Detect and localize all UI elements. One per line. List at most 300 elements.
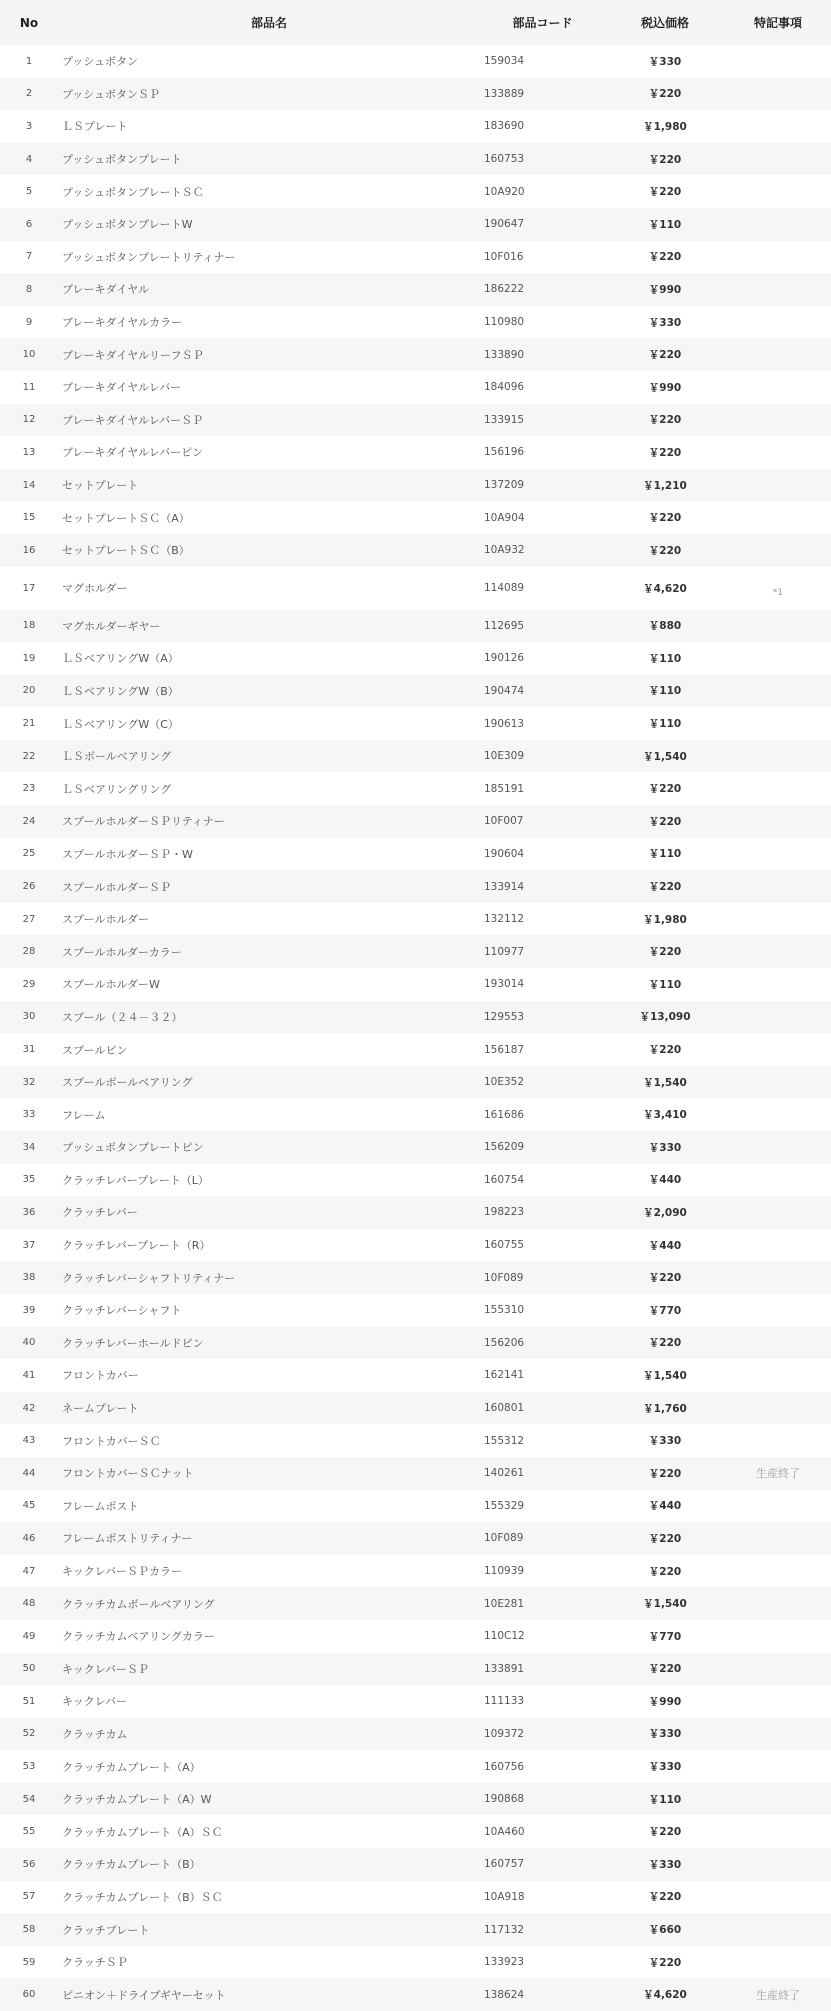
- part-code: 133890: [484, 348, 525, 361]
- note: [725, 143, 831, 176]
- part-name: クラッチカム: [62, 1727, 128, 1741]
- part-name: クラッチカムプレート（A）: [62, 1760, 201, 1774]
- table-row: [0, 642, 831, 675]
- price: ￥4,620: [643, 1989, 687, 2002]
- note: [725, 1229, 831, 1262]
- table-row: [0, 935, 831, 968]
- note: [725, 870, 831, 903]
- part-name: ブレーキダイヤル: [62, 283, 150, 297]
- part-name: キックレバーＳＰカラー: [62, 1565, 183, 1579]
- price: ￥220: [648, 1337, 682, 1350]
- table-row: [0, 1522, 831, 1555]
- part-code: 133915: [484, 413, 525, 426]
- row-number: 8: [25, 283, 33, 295]
- table-row: [0, 740, 831, 773]
- note: [725, 675, 831, 708]
- part-code: 114089: [484, 582, 525, 594]
- price: ￥110: [648, 218, 682, 231]
- part-code: 10A920: [484, 185, 525, 198]
- row-number: 42: [22, 1402, 36, 1414]
- header-price: 税込価格: [640, 16, 689, 30]
- table-row: [0, 1848, 831, 1881]
- part-name: プッシュボタンＳＰ: [62, 87, 161, 101]
- note: [725, 1881, 831, 1914]
- note: [725, 1294, 831, 1327]
- header-note: 特記事項: [753, 16, 802, 30]
- price: ￥330: [648, 1761, 682, 1774]
- price: ￥660: [648, 1924, 682, 1937]
- row-number: 56: [22, 1858, 36, 1870]
- part-name: プッシュボタンプレートリティナー: [62, 250, 236, 264]
- part-name: ＬＳベアリングW（B）: [62, 684, 179, 698]
- price: ￥110: [648, 978, 682, 991]
- row-number: 40: [22, 1337, 36, 1349]
- part-name: スプールホルダーＳＰ・W: [62, 847, 193, 861]
- table-row: [0, 968, 831, 1001]
- part-code: 156206: [484, 1336, 525, 1349]
- table-row: [0, 870, 831, 903]
- table-row: [0, 610, 831, 643]
- part-name: ブレーキダイヤルリーフＳＰ: [62, 348, 204, 362]
- price: ￥1,540: [643, 1369, 687, 1382]
- note: [725, 436, 831, 469]
- part-name: クラッチカムベアリングカラー: [62, 1630, 215, 1644]
- part-name: セットプレート: [62, 479, 139, 493]
- row-number: 43: [22, 1435, 36, 1447]
- price: ￥110: [648, 652, 682, 665]
- part-name: プッシュボタンプレートピン: [62, 1141, 204, 1155]
- table-row: [0, 45, 831, 78]
- part-code: 10A460: [484, 1825, 525, 1838]
- table-row: [0, 903, 831, 936]
- price: ￥770: [648, 1630, 682, 1643]
- part-name: スプールピン: [62, 1043, 128, 1057]
- part-code: 156196: [484, 446, 525, 459]
- note: [725, 306, 831, 339]
- part-code: 156187: [484, 1043, 525, 1056]
- row-number: 39: [22, 1304, 36, 1316]
- part-code: 110977: [484, 945, 525, 958]
- price: ￥220: [648, 1467, 682, 1480]
- part-name: スプールホルダー: [62, 913, 150, 927]
- part-name: フレーム: [62, 1108, 106, 1122]
- row-number: 13: [22, 446, 36, 458]
- table-row: [0, 338, 831, 371]
- part-name: クラッチカムプレート（A）W: [62, 1793, 212, 1807]
- table-row: [0, 1392, 831, 1425]
- part-code: 133891: [484, 1662, 525, 1675]
- part-name: マグホルダー: [62, 582, 128, 595]
- part-code: 198223: [484, 1206, 525, 1219]
- note: [725, 469, 831, 502]
- row-number: 37: [22, 1239, 36, 1251]
- part-code: 160755: [484, 1239, 525, 1252]
- table-row: [0, 1131, 831, 1164]
- part-code: 162141: [484, 1369, 525, 1382]
- price: ￥220: [648, 1565, 682, 1578]
- part-name: ブレーキダイヤルレバーピン: [62, 446, 204, 460]
- note: [725, 110, 831, 143]
- table-row: [0, 501, 831, 534]
- part-name: フロントカバーＳＣナット: [62, 1467, 194, 1481]
- row-number: 6: [25, 218, 33, 230]
- table-row: [0, 1229, 831, 1262]
- header-part-code: 部品コード: [512, 16, 573, 30]
- row-number: 9: [25, 316, 33, 328]
- row-number: 34: [22, 1141, 36, 1153]
- row-number: 23: [22, 783, 36, 795]
- part-code: 10E281: [484, 1597, 525, 1610]
- note: [725, 501, 831, 534]
- note: [725, 78, 831, 111]
- note: [725, 838, 831, 871]
- price: ￥220: [648, 1044, 682, 1057]
- row-number: 44: [22, 1467, 36, 1479]
- price: ￥220: [648, 512, 682, 525]
- table-row: [0, 1098, 831, 1131]
- price: ￥13,090: [639, 1011, 691, 1024]
- note: [725, 404, 831, 437]
- part-name: キックレバーＳＰ: [62, 1662, 150, 1676]
- table-row: [0, 110, 831, 143]
- table-row: [0, 567, 831, 610]
- table-row: [0, 143, 831, 176]
- row-number: 57: [22, 1891, 36, 1903]
- part-code: 190868: [484, 1793, 525, 1806]
- price: ￥220: [648, 349, 682, 362]
- price: ￥220: [648, 251, 682, 264]
- row-number: 10: [22, 349, 36, 361]
- part-code: 185191: [484, 782, 525, 795]
- row-number: 17: [22, 582, 36, 594]
- header-no: No: [19, 15, 39, 30]
- part-code: 129553: [484, 1010, 525, 1023]
- price: ￥110: [648, 718, 682, 731]
- price: ￥220: [648, 186, 682, 199]
- note: [725, 1946, 831, 1979]
- row-number: 53: [22, 1761, 36, 1773]
- part-name: フレームポスト: [62, 1499, 139, 1513]
- part-name: セットプレートＳＣ（A）: [62, 511, 190, 525]
- part-name: ブレーキダイヤルレバーＳＰ: [62, 413, 204, 427]
- row-number: 38: [22, 1272, 36, 1284]
- row-number: 15: [22, 512, 36, 524]
- part-code: 110980: [484, 316, 525, 329]
- price: ￥770: [648, 1304, 682, 1317]
- note: [725, 175, 831, 208]
- price: ￥330: [648, 1728, 682, 1741]
- note: [725, 45, 831, 78]
- note: [725, 1359, 831, 1392]
- note: [725, 1653, 831, 1686]
- part-name: プッシュボタンプレートＳＣ: [62, 185, 204, 199]
- table-row: [0, 1033, 831, 1066]
- note: [725, 1587, 831, 1620]
- part-name: フロントカバーＳＣ: [62, 1434, 161, 1448]
- note: [725, 740, 831, 773]
- note: [725, 1164, 831, 1197]
- part-code: 193014: [484, 978, 525, 991]
- row-number: 41: [22, 1369, 36, 1381]
- part-code: 10A932: [484, 544, 525, 557]
- table-row: [0, 534, 831, 567]
- row-number: 47: [22, 1565, 36, 1577]
- part-code: 110939: [484, 1565, 525, 1578]
- price: ￥220: [648, 1532, 682, 1545]
- row-number: 27: [22, 913, 36, 925]
- note: [725, 1424, 831, 1457]
- note: [725, 805, 831, 838]
- row-number: 48: [22, 1598, 36, 1610]
- table-row: [0, 1294, 831, 1327]
- part-code: 10E309: [484, 750, 525, 763]
- part-code: 110C12: [484, 1630, 525, 1643]
- part-name: ブレーキダイヤルカラー: [62, 316, 183, 330]
- note: [725, 1718, 831, 1751]
- row-number: 31: [22, 1044, 36, 1056]
- row-number: 25: [22, 848, 36, 860]
- price: ￥990: [648, 1695, 682, 1708]
- note: [725, 968, 831, 1001]
- row-number: 5: [25, 186, 33, 198]
- table-row: [0, 1620, 831, 1653]
- price: ￥1,760: [643, 1402, 687, 1415]
- row-number: 33: [22, 1109, 36, 1121]
- part-name: マグホルダーギヤー: [62, 619, 161, 633]
- header-row: [0, 0, 831, 45]
- part-code: 140261: [484, 1467, 525, 1480]
- part-code: 155312: [484, 1434, 525, 1447]
- part-code: 10E352: [484, 1076, 525, 1089]
- note: [725, 1392, 831, 1425]
- row-number: 50: [22, 1663, 36, 1675]
- part-name: フロントカバー: [62, 1369, 139, 1383]
- price: ￥440: [648, 1174, 682, 1187]
- part-name: スプールホルダーＳＰリティナー: [62, 815, 225, 829]
- row-number: 60: [22, 1989, 36, 2001]
- price: ￥220: [648, 946, 682, 959]
- table-row: [0, 838, 831, 871]
- price: ￥220: [648, 1891, 682, 1904]
- price: ￥220: [648, 783, 682, 796]
- price: ￥110: [648, 1793, 682, 1806]
- price: ￥1,980: [643, 913, 687, 926]
- row-number: 7: [25, 251, 33, 263]
- table-row: [0, 1196, 831, 1229]
- table-row: [0, 1978, 831, 2011]
- price: ￥220: [648, 1956, 682, 1969]
- part-code: 184096: [484, 381, 525, 394]
- table-row: [0, 772, 831, 805]
- price: ￥990: [648, 381, 682, 394]
- table-row: [0, 1555, 831, 1588]
- note: [725, 371, 831, 404]
- part-code: 10F089: [484, 1532, 524, 1545]
- table-row: [0, 1164, 831, 1197]
- part-code: 183690: [484, 120, 525, 133]
- note: 生産終了: [756, 1467, 800, 1481]
- part-code: 190126: [484, 652, 525, 665]
- part-name: クラッチカムボールベアリング: [62, 1597, 215, 1611]
- row-number: 51: [22, 1695, 36, 1707]
- table-row: [0, 1359, 831, 1392]
- part-code: 111133: [484, 1695, 525, 1708]
- note: [725, 338, 831, 371]
- price: ￥220: [648, 153, 682, 166]
- part-code: 159034: [484, 55, 525, 68]
- row-number: 18: [22, 620, 36, 632]
- price: ￥330: [648, 316, 682, 329]
- price: ￥220: [648, 88, 682, 101]
- part-name: クラッチレバーシャフト: [62, 1304, 182, 1318]
- part-code: 133923: [484, 1956, 525, 1969]
- price: ￥2,090: [643, 1206, 687, 1219]
- table-row: [0, 241, 831, 274]
- part-code: 186222: [484, 283, 525, 296]
- price: ￥220: [648, 881, 682, 894]
- table-row: [0, 78, 831, 111]
- price: ￥1,210: [643, 479, 687, 492]
- header-part-name: 部品名: [250, 16, 287, 30]
- price: ￥880: [648, 620, 682, 633]
- row-number: 1: [25, 55, 33, 67]
- part-name: ネームプレート: [62, 1402, 139, 1416]
- row-number: 28: [22, 946, 36, 958]
- part-code: 10F089: [484, 1271, 524, 1284]
- row-number: 32: [22, 1076, 36, 1088]
- part-name: クラッチプレート: [62, 1923, 150, 1937]
- row-number: 26: [22, 881, 36, 893]
- part-code: 137209: [484, 479, 525, 492]
- part-name: スプールホルダーＳＰ: [62, 880, 172, 894]
- note: [725, 1131, 831, 1164]
- note: [725, 1555, 831, 1588]
- part-code: 161686: [484, 1108, 525, 1121]
- part-code: 138624: [484, 1988, 525, 2001]
- note: [725, 1490, 831, 1523]
- table-row: [0, 469, 831, 502]
- table-row: [0, 1718, 831, 1751]
- part-code: 160753: [484, 153, 525, 166]
- table-row: [0, 1001, 831, 1034]
- part-code: 10A918: [484, 1890, 525, 1903]
- row-number: 22: [22, 750, 36, 762]
- part-code: 160801: [484, 1402, 525, 1415]
- price: ￥1,540: [643, 1076, 687, 1089]
- table-row: [0, 208, 831, 241]
- row-number: 30: [22, 1011, 36, 1023]
- row-number: 36: [22, 1206, 36, 1218]
- note: [725, 1098, 831, 1131]
- price: ￥1,540: [643, 1598, 687, 1611]
- part-name: スプールホルダーW: [62, 978, 160, 992]
- part-code: 117132: [484, 1923, 525, 1936]
- part-name: クラッチレバープレート（L）: [62, 1173, 209, 1187]
- table-header: [0, 0, 831, 45]
- table-body: [0, 45, 831, 2011]
- row-number: 52: [22, 1728, 36, 1740]
- note: [725, 1848, 831, 1881]
- table-row: [0, 805, 831, 838]
- table-row: [0, 1881, 831, 1914]
- table-row: [0, 175, 831, 208]
- part-name: セットプレートＳＣ（B）: [62, 544, 190, 558]
- part-code: 155329: [484, 1499, 525, 1512]
- table-row: [0, 707, 831, 740]
- part-name: キックレバー: [62, 1695, 128, 1709]
- price: ￥990: [648, 283, 682, 296]
- note: [725, 1815, 831, 1848]
- price: ￥3,410: [643, 1109, 687, 1122]
- price: ￥330: [648, 1858, 682, 1871]
- part-name: ＬＳベアリングリング: [62, 782, 172, 796]
- part-name: ＬＳボールベアリング: [62, 750, 172, 764]
- part-code: 133914: [484, 880, 525, 893]
- table-row: [0, 1653, 831, 1686]
- part-name: クラッチカムプレート（B）ＳＣ: [62, 1890, 223, 1904]
- price: ￥220: [648, 414, 682, 427]
- price: ￥220: [648, 815, 682, 828]
- part-code: 190613: [484, 717, 525, 730]
- part-code: 10A904: [484, 511, 525, 524]
- note: [725, 1066, 831, 1099]
- table-row: [0, 1490, 831, 1523]
- table-row: [0, 1750, 831, 1783]
- note: [725, 903, 831, 936]
- row-number: 35: [22, 1174, 36, 1186]
- note: [725, 1327, 831, 1360]
- part-name: ＬＳベアリングW（A）: [62, 652, 179, 666]
- row-number: 59: [22, 1956, 36, 1968]
- part-name: フレームポストリティナー: [62, 1532, 193, 1546]
- note: [725, 1783, 831, 1816]
- row-number: 58: [22, 1924, 36, 1936]
- price: ￥220: [648, 1663, 682, 1676]
- part-name: ブレーキダイヤルレバー: [62, 381, 182, 395]
- part-name: クラッチカムプレート（B）: [62, 1858, 201, 1872]
- note: [725, 241, 831, 274]
- note: [725, 208, 831, 241]
- part-name: クラッチカムプレート（A）ＳＣ: [62, 1825, 223, 1839]
- row-number: 16: [22, 544, 36, 556]
- note: [725, 772, 831, 805]
- note: [725, 935, 831, 968]
- row-number: 24: [22, 815, 36, 827]
- table-row: [0, 1913, 831, 1946]
- table-row: [0, 1457, 831, 1490]
- note: [725, 1522, 831, 1555]
- row-number: 12: [22, 414, 36, 426]
- part-code: 160757: [484, 1858, 525, 1871]
- table-row: [0, 1066, 831, 1099]
- note: [725, 642, 831, 675]
- row-number: 21: [22, 718, 36, 730]
- price: ￥4,620: [643, 582, 687, 595]
- note: [725, 1001, 831, 1034]
- price: ￥220: [648, 544, 682, 557]
- note: 生産終了: [756, 1988, 800, 2002]
- note: [725, 1033, 831, 1066]
- table-row: [0, 1424, 831, 1457]
- price: ￥330: [648, 55, 682, 68]
- row-number: 2: [25, 88, 33, 100]
- note: [725, 534, 831, 567]
- part-code: 133889: [484, 87, 525, 100]
- price: ￥220: [648, 446, 682, 459]
- row-number: 3: [25, 120, 33, 132]
- table-row: [0, 1946, 831, 1979]
- part-code: 112695: [484, 619, 525, 632]
